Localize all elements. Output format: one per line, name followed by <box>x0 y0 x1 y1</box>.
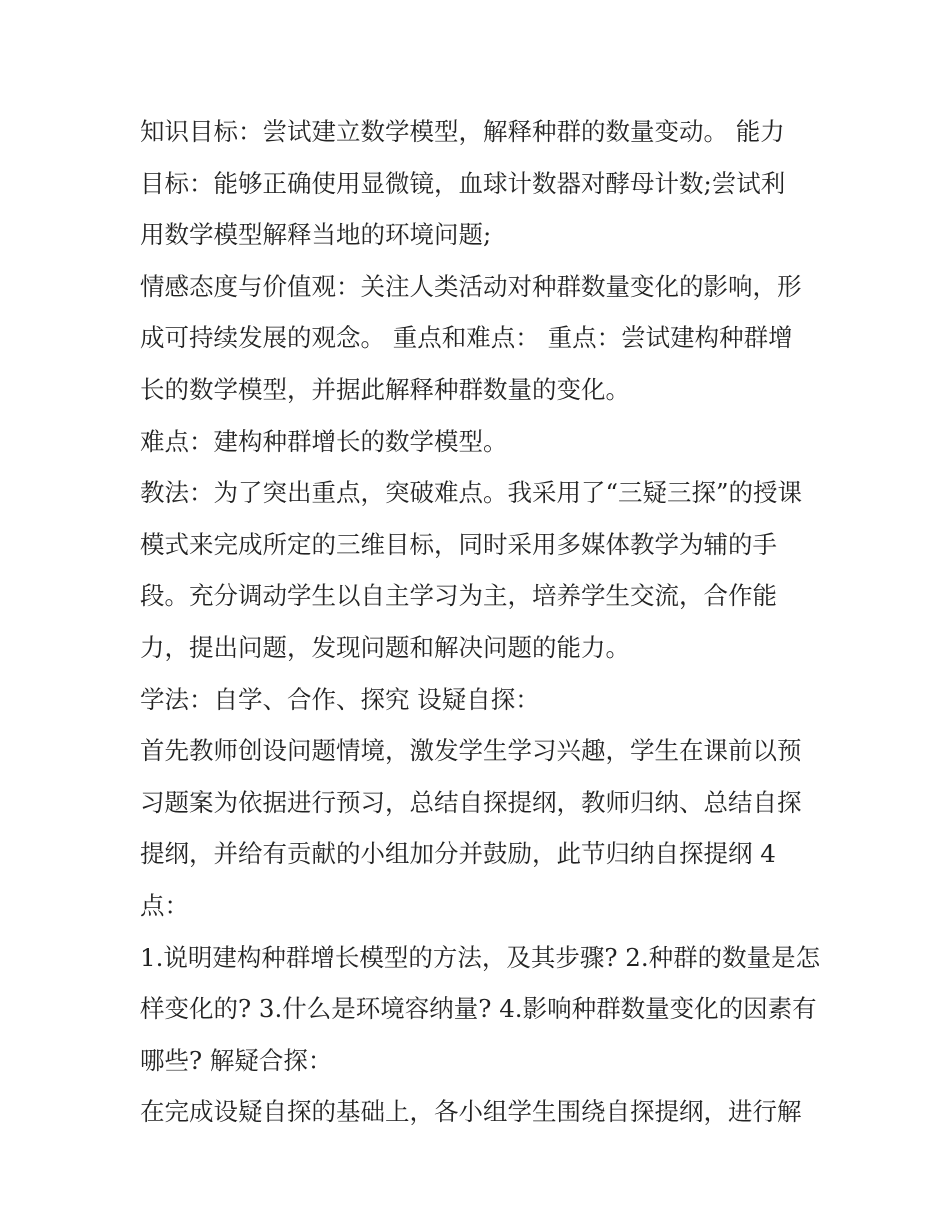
text-line-learning-method: 学法：自学、合作、探究 设疑自探： <box>140 684 540 714</box>
text-line-self-explore-cont-1: 习题案为依据进行预习，总结自探提纲，教师归纳、总结自探 <box>140 787 802 817</box>
text-line-knowledge-goal: 知识目标：尝试建立数学模型，解释种群的数量变动。 能力 <box>140 117 785 146</box>
text-line-questions-cont-2: 哪些? 解疑合探： <box>140 1045 333 1075</box>
text-line-teaching-method-cont-2: 段。充分调动学生以自主学习为主，培养学生交流，合作能 <box>140 581 777 611</box>
text-line-questions-cont-1: 样变化的? 3.什么是环境容纳量? 4.影响种群数量变化的因素有 <box>140 994 817 1024</box>
text-line-teaching-method-cont-1: 模式来完成所定的三维目标，同时采用多媒体教学为辅的手 <box>140 529 777 559</box>
text-line-self-explore-cont-2: 提纲，并给有贡献的小组加分并鼓励，此节归纳自探提纲 4 <box>140 839 776 869</box>
text-line-questions: 1.说明建构种群增长模型的方法，及其步骤? 2.种群的数量是怎 <box>140 942 821 972</box>
text-line-self-explore-cont-3: 点： <box>140 890 189 920</box>
text-line-teaching-method: 教法：为了突出重点，突破难点。我采用了“三疑三探”的授课 <box>140 478 803 508</box>
text-line-teaching-method-cont-3: 力，提出问题，发现问题和解决问题的能力。 <box>140 632 630 662</box>
text-line-difficulty: 难点：建构种群增长的数学模型。 <box>140 426 508 456</box>
text-line-self-explore: 首先教师创设问题情境，激发学生学习兴趣，学生在课前以预 <box>140 736 802 766</box>
document-body <box>140 106 820 1138</box>
text-line-key-points-cont: 长的数学模型，并据此解释种群数量的变化。 <box>140 374 630 404</box>
text-line-emotion-goal: 情感态度与价值观：关注人类活动对种群数量变化的影响，形 <box>140 271 802 301</box>
text-line-ability-goal-cont: 用数学模型解释当地的环境问题; <box>140 220 492 250</box>
text-line-key-points: 成可持续发展的观念。 重点和难点： 重点：尝试建构种群增 <box>140 323 793 353</box>
text-line-ability-goal: 目标：能够正确使用显微镜，血球计数器对酵母计数;尝试利 <box>140 168 786 198</box>
text-line-group-explore: 在完成设疑自探的基础上，各小组学生围绕自探提纲，进行解 <box>140 1097 802 1127</box>
